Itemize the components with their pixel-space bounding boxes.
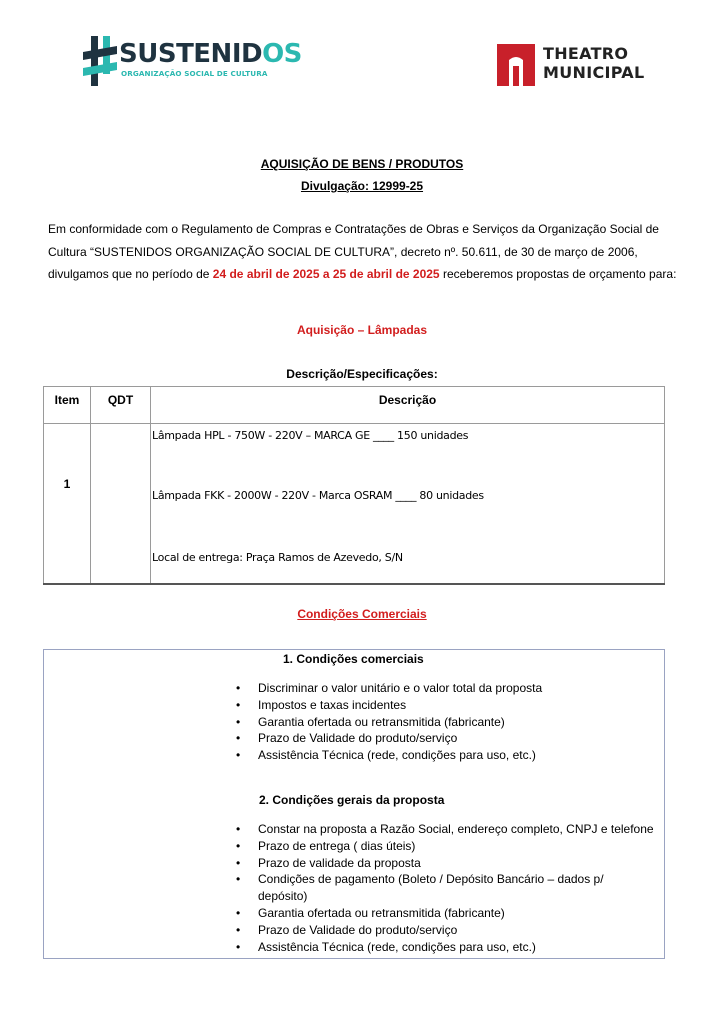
sustenidos-logo <box>83 36 302 88</box>
section-2-heading: 2. Condições gerais da proposta <box>259 793 445 807</box>
list-item: • Impostos e taxas incidentes <box>236 697 676 714</box>
list-item: • Prazo de Validade do produto/serviço <box>236 730 676 747</box>
header-item: Item <box>44 387 91 424</box>
spec-title: Descrição/Especificações: <box>286 367 438 381</box>
desc-line-1: Lâmpada HPL - 750W - 220V – MARCA GE ____ 150 unidades <box>152 429 469 442</box>
sustenidos-subtitle: ORGANIZAÇÃO SOCIAL DE CULTURA <box>121 69 268 78</box>
list-item: • Discriminar o valor unitário e o valor total da proposta <box>236 680 676 697</box>
list-item: • Garantia ofertada ou retransmitida (fabricante) <box>236 905 676 922</box>
section-1-list <box>236 680 676 764</box>
cell-item: 1 <box>44 424 91 584</box>
theatre-arch-icon <box>497 44 535 86</box>
list-item: • Prazo de validade da proposta <box>236 855 676 872</box>
theatro-line2: MUNICIPAL <box>543 63 645 82</box>
header-qdt: QDT <box>91 387 151 424</box>
table-header-row <box>44 387 665 424</box>
section-1-heading: 1. Condições comerciais <box>283 652 424 666</box>
theatro-municipal-logo <box>497 42 667 88</box>
sustenidos-wordmark: SUSTENIDOS <box>119 39 302 69</box>
theatro-line1: THEATRO <box>543 44 629 63</box>
list-item: • Assistência Técnica (rede, condições para uso, etc.) <box>236 747 676 764</box>
cell-qdt <box>91 424 151 584</box>
list-item: • Prazo de Validade do produto/serviço <box>236 922 676 939</box>
period-highlight: 24 de abril de 2025 a 25 de abril de 2025 <box>212 267 440 281</box>
list-item: • Prazo de entrega ( dias úteis) <box>236 838 676 855</box>
list-item: • Assistência Técnica (rede, condições para uso, etc.) <box>236 939 676 956</box>
divulgacao-number: Divulgação: 12999-25 <box>300 179 424 193</box>
list-item: • Constar na proposta a Razão Social, endereço completo, CNPJ e telefone <box>236 821 676 838</box>
commercial-title: Condições Comerciais <box>297 607 427 621</box>
acquisition-title: Aquisição – Lâmpadas <box>296 323 428 337</box>
desc-line-2: Lâmpada FKK - 2000W - 220V - Marca OSRAM ____ 80 unidades <box>152 489 484 502</box>
document-title: AQUISIÇÃO DE BENS / PRODUTOS <box>260 157 464 171</box>
header-descricao: Descrição <box>151 387 665 424</box>
hash-logo-icon <box>83 36 117 86</box>
list-item: • Condições de pagamento (Boleto / Depósito Bancário – dados p/ depósito) <box>236 871 606 905</box>
table-bottom-rule <box>43 583 665 585</box>
desc-line-3: Local de entrega: Praça Ramos de Azevedo, S/N <box>152 551 403 564</box>
intro-paragraph: Em conformidade com o Regulamento de Compras e Contratações de Obras e Serviços da Organização Social de Cultura “SUSTENIDOS ORGANIZAÇÃO SOCIAL DE CULTURA”, decreto nº. 50.611, de 30 de março de 2006, divulgamos que no período de 24 de abril de 2025 a 25 de abril de 2025 receberemos propostas de orçamento para: <box>48 222 677 281</box>
list-item: • Garantia ofertada ou retransmitida (fabricante) <box>236 714 676 731</box>
section-2-list <box>236 821 676 955</box>
